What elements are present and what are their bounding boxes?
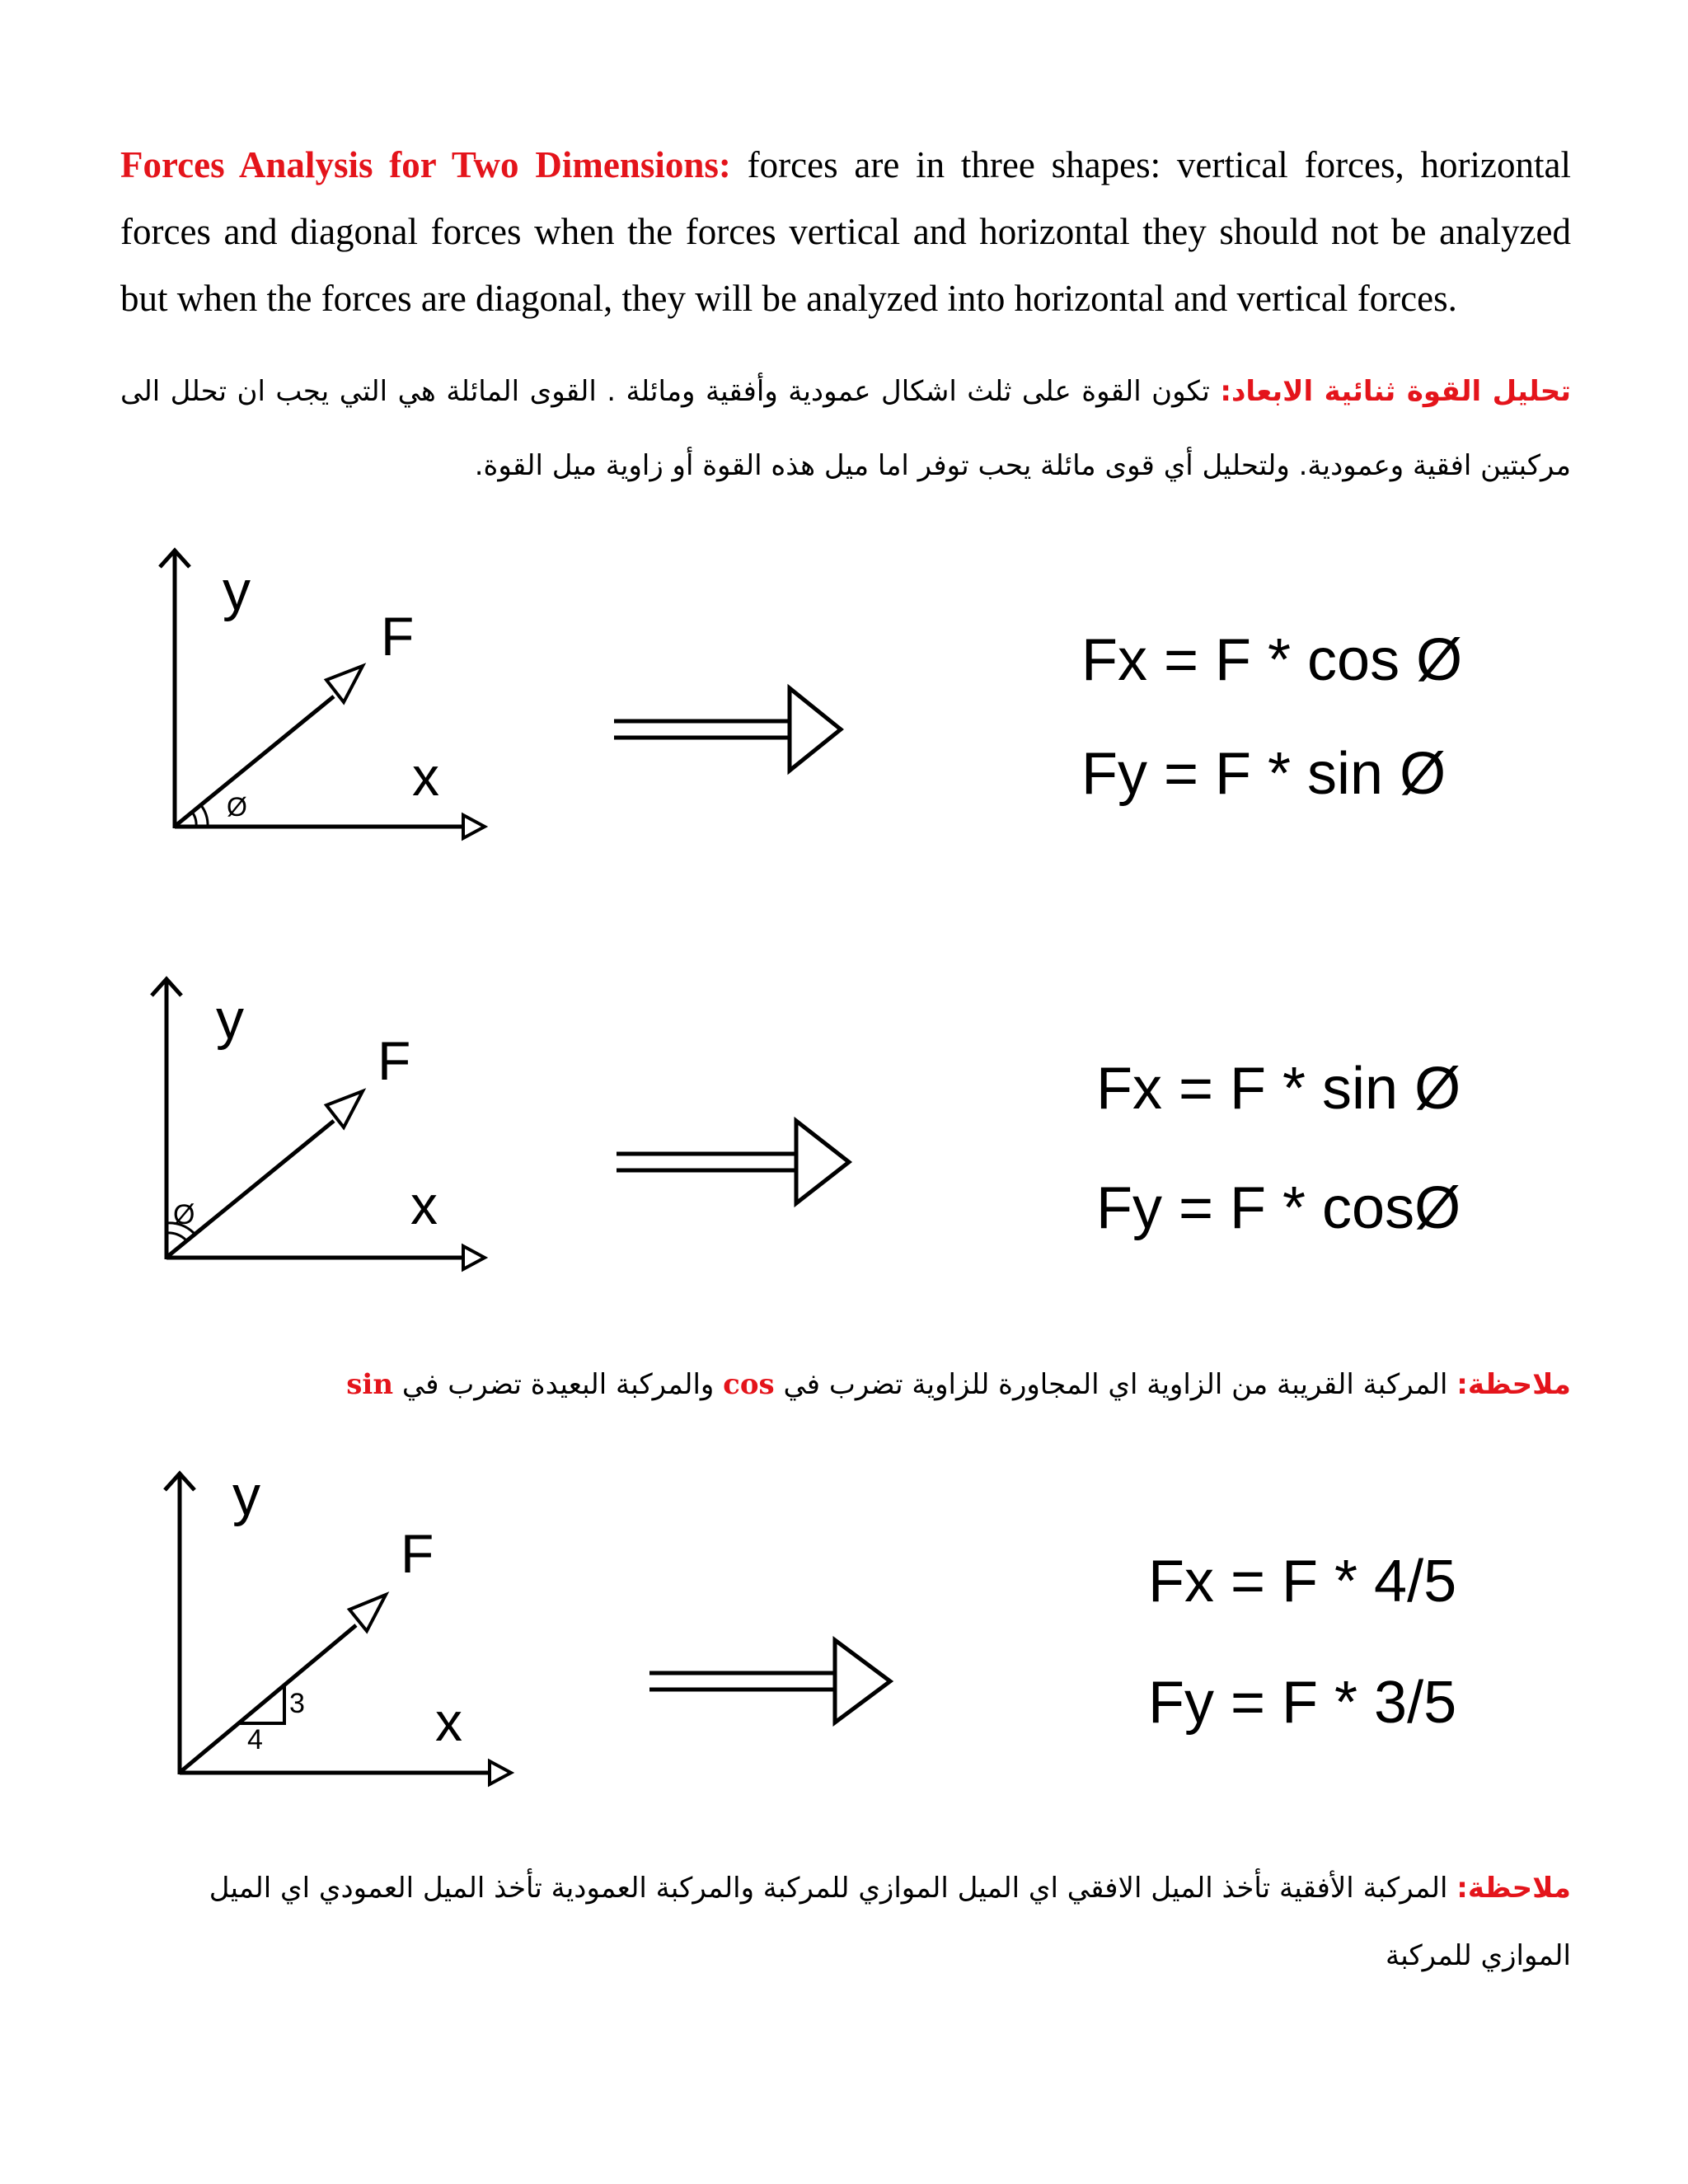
note-1-part1: المركبة القريبة من الزاوية اي المجاورة للزاوية تضرب في: [774, 1368, 1457, 1401]
force-label-3: F: [401, 1523, 434, 1584]
equation-fy-3: Fy = F * 3/5: [1148, 1670, 1457, 1736]
slope-run-label: 4: [247, 1724, 263, 1755]
intro-english: [120, 132, 1571, 332]
angle-label-1: Ø: [227, 792, 247, 822]
angle-arc-1: [191, 811, 196, 827]
angle-label-2: Ø: [173, 1199, 195, 1230]
force-vector-2: [168, 1121, 334, 1256]
equation-fx-3: Fx = F * 4/5: [1148, 1549, 1457, 1615]
figure-slope: [0, 1451, 1688, 1797]
figure-angle-from-x: [0, 527, 1688, 857]
intro-arabic-heading: تحليل القوة ثنائية الابعاد:: [1220, 375, 1571, 408]
slope-rise-label: 3: [289, 1688, 305, 1719]
equation-fy-2: Fy = F * cosØ: [1096, 1175, 1461, 1241]
implies-arrow-3: [649, 1640, 890, 1722]
x-label-3: x: [435, 1691, 462, 1752]
implies-arrow-2: [617, 1121, 849, 1203]
force-label-1: F: [381, 606, 415, 667]
x-axis-arrowhead-3: [490, 1761, 511, 1784]
x-label-1: x: [412, 746, 439, 807]
x-axis-arrowhead-2: [463, 1246, 485, 1269]
implies-arrow-1: [614, 688, 841, 771]
note-1-keyword-sin: sin: [346, 1368, 394, 1401]
y-label-1: y: [223, 560, 251, 622]
note-1-keyword-cos: cos: [723, 1368, 775, 1401]
figure-angle-from-y: [0, 956, 1688, 1286]
figure-2-diagram: [0, 956, 1688, 1286]
note-2-body: المركبة الأفقية تأخذ الميل الافقي اي الميل الموازي للمركبة والمركبة العمودية تأخذ الميل العمودي اي الميل الموازي للمركبة: [209, 1872, 1571, 1972]
intro-arabic: [120, 354, 1571, 503]
force-label-2: F: [377, 1030, 411, 1091]
force-vector-3: [181, 1625, 356, 1771]
x-label-2: x: [410, 1174, 438, 1235]
equation-fx-1: Fx = F * cos Ø: [1081, 627, 1463, 693]
figure-3-diagram: [0, 1451, 1688, 1797]
note-2-label: ملاحظة:: [1456, 1872, 1571, 1905]
note-cos-sin: [120, 1352, 1571, 1418]
figure-1-diagram: [0, 527, 1688, 857]
note-1-part2: والمركبة البعيدة تضرب في: [393, 1368, 724, 1401]
y-label-3: y: [232, 1465, 260, 1527]
intro-arabic-body: تكون القوة على ثلث اشكال عمودية وأفقية ومائلة . القوى المائلة هي التي يجب ان تحلل الى مركبتين افقية وعمودية. ولتحليل أي قوى مائلة يحب توفر اما ميل هذه القوة أو زاوية ميل القوة.: [120, 375, 1571, 482]
y-axis-3: [165, 1474, 195, 1774]
note-slope: [120, 1854, 1571, 1990]
intro-english-body: forces are in three shapes: vertical forces, horizontal forces and diagonal forces when the forces vertical and horizontal they should not be analyzed but when the forces are diagonal, they will be analyzed into horizontal and vertical forces.: [120, 144, 1571, 319]
intro-english-heading: Forces Analysis for Two Dimensions:: [120, 144, 731, 185]
equation-fy-1: Fy = F * sin Ø: [1081, 741, 1447, 807]
x-axis-arrowhead-1: [463, 815, 485, 838]
y-label-2: y: [216, 988, 244, 1051]
note-1-label: ملاحظة:: [1456, 1368, 1571, 1401]
equation-fx-2: Fx = F * sin Ø: [1096, 1056, 1461, 1122]
y-axis-1: [160, 551, 190, 828]
angle-arc-1b: [200, 804, 208, 827]
angle-arc-2: [166, 1233, 186, 1240]
